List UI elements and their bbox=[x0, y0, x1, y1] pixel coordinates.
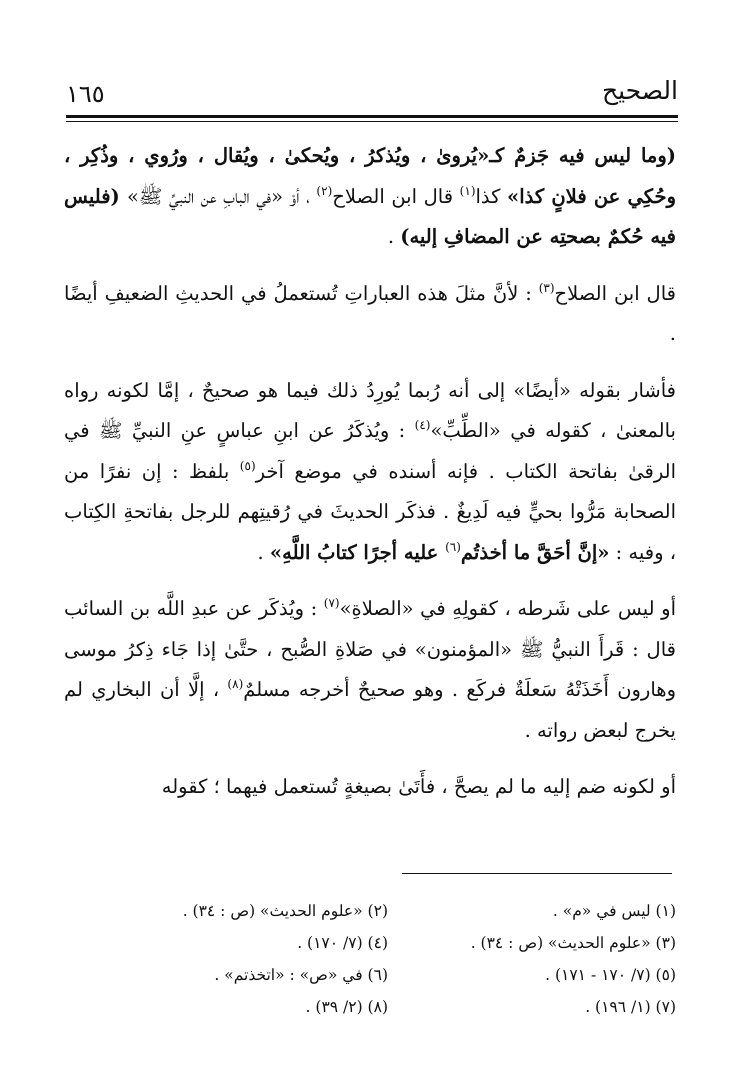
footnote-row bbox=[100, 927, 676, 959]
page-number: ١٦٥ bbox=[66, 80, 105, 108]
text-span: : ويُذكَر عن عبدِ اللَّه بن السائب قال : قَرأَ النبيُّ ﷺ «المؤمنون» في صَلاةِ الصُّبح ، حتَّىٰ إذا جَاء ذِكرُ موسى وهارون أَخَذَتْهُ سَعلَةٌ فركَع . وهو صحيحٌ أخرجه مسلمٌ bbox=[64, 597, 676, 701]
page-header bbox=[66, 70, 678, 114]
text-span: كذا bbox=[475, 184, 508, 208]
footnote-ref: (٥) bbox=[239, 458, 256, 473]
paragraph-4 bbox=[64, 589, 676, 751]
text-span: . bbox=[387, 225, 401, 248]
footnote-row bbox=[100, 991, 676, 1023]
footnote-ref: (٧) bbox=[323, 596, 340, 610]
footnote-5: (٥) (٧/ ١٧٠ - ١٧١) . bbox=[545, 966, 676, 984]
text-span: : لأنَّ مثلَ هذه العباراتِ تُستعملُ في الحديثِ الضعيفِ أيضًا . bbox=[64, 281, 676, 345]
hadith-quote: عليه أجرًا كتابُ اللَّهِ» bbox=[269, 540, 446, 564]
quoted-rule-text: (وما ليس فيه جَزمٌ كـ«يُروىٰ ، ويُذكرُ ، ويُحكىٰ ، ويُقال ، ورُوي ، وذُكِر ، وحُكِي عن فلانٍ كذا» bbox=[64, 144, 676, 208]
text-span: أو لكونه ضم إليه ما لم يصحَّ ، فأَتَىٰ بصيغةٍ تُستعمل فيهما ؛ كقوله bbox=[161, 775, 676, 798]
footnote-2: (٢) «علوم الحديث» (ص : ٣٤) . bbox=[182, 902, 388, 920]
text-span: أو ليس على شَرطه ، كقولِهِ في «الصلاةِ» bbox=[339, 597, 676, 620]
footnote-ref: (٢) bbox=[316, 183, 333, 198]
paragraph-5 bbox=[64, 767, 676, 808]
text-span: . bbox=[257, 540, 270, 564]
hadith-quote: «إنَّ أحَقَّ ما أخذتُم bbox=[460, 540, 610, 564]
paragraph-2 bbox=[64, 274, 676, 355]
text-span: ، أوْ «في البابِ عن النبيِّ ﷺ» bbox=[126, 184, 317, 208]
main-text bbox=[64, 136, 676, 808]
quoted-rule-text: (فليس فيه حُكمٌ بصحتِه عن المضافِ إليه) bbox=[64, 184, 676, 248]
text-span: فأشار بقوله «أيضًا» إلى أنه رُبما يُورِدُ ذلك فيما هو صحيحٌ ، إمَّا لكونه رواه بالمعنىٰ ، كقوله في «الطِّبِّ» bbox=[64, 378, 676, 442]
text-span: : ويُذكَرُ عن ابنِ عباسٍ عنِ النبيِّ ﷺ في الرقىٰ بفاتحة الكتاب . فإنه أسنده في موضع آخر bbox=[64, 419, 676, 483]
footnote-ref: (١) bbox=[459, 183, 476, 198]
footnote-1: (١) ليس في «م» . bbox=[552, 902, 676, 920]
header-rule-thick bbox=[66, 115, 678, 118]
footnote-row bbox=[100, 959, 676, 991]
text-span: قال ابن الصلاح bbox=[332, 184, 460, 208]
paragraph-3 bbox=[64, 371, 676, 574]
text-span: بلفظ : إن نفرًا من الصحابة مَرُّوا بحيٍّ فيه لَدِيغٌ . فذكَر الحديثَ في رُقيتِهم للرجل بفاتحةِ الكِتاب ، وفيه : bbox=[64, 459, 676, 564]
footnote-row bbox=[100, 895, 676, 927]
footnote-ref: (٣) bbox=[538, 280, 555, 295]
footnote-ref: (٦) bbox=[445, 539, 461, 554]
footnote-3: (٣) «علوم الحديث» (ص : ٣٤) . bbox=[470, 934, 676, 952]
header-rule-thin bbox=[66, 121, 678, 122]
footnote-4: (٤) (٧/ ١٧٠) . bbox=[297, 934, 388, 952]
text-span: قال ابن الصلاح bbox=[554, 281, 676, 305]
footnotes bbox=[100, 895, 676, 1023]
paragraph-1 bbox=[64, 136, 676, 258]
footnote-separator bbox=[402, 873, 672, 874]
footnote-7: (٧) (١/ ١٩٦) . bbox=[585, 998, 676, 1016]
text-span: ، إلَّا أن البخاري لم يخرج لبعض رواته . bbox=[64, 678, 676, 742]
running-title: الصحيح bbox=[601, 76, 678, 105]
footnote-ref: (٤) bbox=[414, 418, 431, 432]
footnote-8: (٨) (٢/ ٣٩) . bbox=[305, 998, 388, 1016]
footnote-6: (٦) في «ص» : «اتخذتم» . bbox=[214, 966, 388, 984]
footnote-ref: (٨) bbox=[227, 677, 244, 691]
